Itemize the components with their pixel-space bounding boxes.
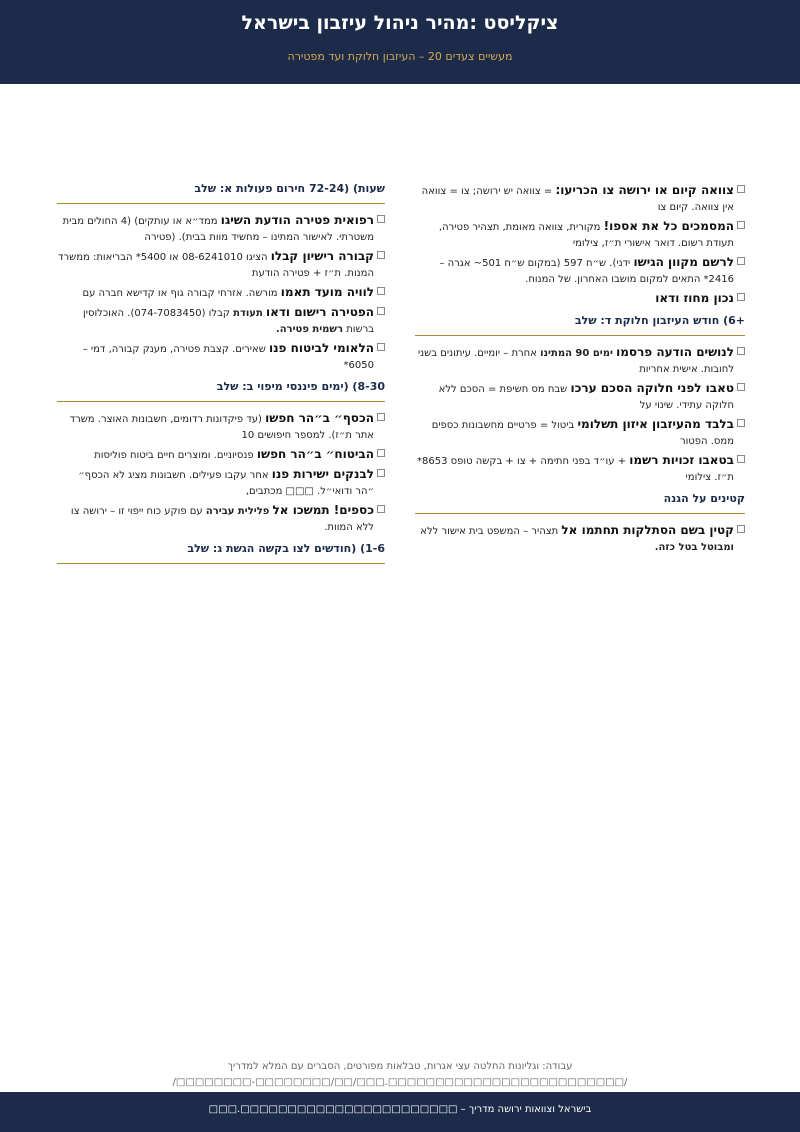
checkbox-icon[interactable]: [737, 525, 745, 533]
checkbox-icon[interactable]: [377, 413, 385, 421]
checklist-item[interactable]: רפואית פטירה הודעת השיגו ממד״א או עותקים) (4 החולים מבית משטרתי. לאישור המתינו – מחשיד מוות בבית). (פטירה: [57, 212, 385, 246]
checklist-item[interactable]: קטין בשם הסתלקות תחתמו אל תצהיר – המשפט בית אישור ללא ומבוטל בטל כזה.: [415, 522, 745, 556]
checkbox-icon[interactable]: [737, 293, 745, 301]
checklist-item[interactable]: נכון מחוז ודאו: [415, 290, 745, 308]
footer-bar: [0, 1092, 800, 1132]
footer-note: [0, 1059, 800, 1091]
checklist-item[interactable]: צוואה קיום או ירושה צו הכריעו: = צוואה יש ירושה; צו = צוואה אין צוואה. קיום צו: [415, 182, 745, 216]
checkbox-icon[interactable]: [377, 505, 385, 513]
checklist-item[interactable]: קבורה רישיון קבלו הציגו 08-6241010 או 5400* הבריאות: ממשרד המנות. ת״ז + פטירה הודעת: [57, 248, 385, 282]
section-right-2: [415, 492, 745, 556]
checkbox-icon[interactable]: [377, 469, 385, 477]
footer-note-line-2[interactable]: /□□□□□□□□□□□□□□□□□□□□□□□□□.□□□/□□/□□□□□□□□‑□□□□□□□□/: [172, 1077, 628, 1088]
footer-bar-text[interactable]: בישראל וצוואות ירושה מדריך – □□□□□□□□□□□□□□□□□□□□□□□.□□□: [208, 1104, 592, 1115]
checkbox-icon[interactable]: [377, 287, 385, 295]
checkbox-icon[interactable]: [377, 343, 385, 351]
checklist-item[interactable]: לבנקים ישירות פנו אחר עקבו פעילים. חשבונות מציג לא הכסף״ ״הר ודואי״ל. □□□ מכתבים,: [57, 466, 385, 500]
checklist-item[interactable]: כספים! תמשכו אל פלילית עבירה עם פוקע כוח ייפוי זו – ירושה צו ללא המוות.: [57, 502, 385, 536]
checkbox-icon[interactable]: [737, 185, 745, 193]
checklist-item[interactable]: בטאבו זכויות רשמו + עו״ד בפני חתימה + צו + בקשה טופס 8653* ת״ז. צילומי: [415, 452, 745, 486]
right-column: [415, 182, 745, 562]
checklist-item[interactable]: לרשם מקוון הגישו ידני). ש״ח 597 (במקום ש״ח 501~ אגרה – 2416* התאים למקום מושבו האחרון. של המנוח.: [415, 254, 745, 288]
left-column: [57, 182, 385, 572]
checklist-item[interactable]: לנושים הודעה פרסמו ימים 90 המתינו אחרת – יומיים. עיתונים בשני לחובות. אישית אחריות: [415, 344, 745, 378]
checkbox-icon[interactable]: [377, 449, 385, 457]
checklist-item[interactable]: המסמכים כל את אספו! מקורית, צוואה מאומת, תצהיר פטירה, תעודת רשום. דואר אישורי ת״ז, צילומי: [415, 218, 745, 252]
section-left-2: [57, 542, 385, 564]
checklist-item[interactable]: בלבד מהעיזבון איזון תשלומי ביטול = פרטיים מחשבונות כספים ממס. הפטור: [415, 416, 745, 450]
section-title: שעות) (24‑72 חירום פעולות א: שלב: [57, 182, 385, 204]
section-title: +6) חודש העיזבון חלוקת ד: שלב: [415, 314, 745, 336]
checkbox-icon[interactable]: [377, 251, 385, 259]
page-title: ציקליסט :מהיר ניהול עיזבון בישראל: [241, 12, 559, 34]
section-title: 30‑8) (ימים פיננסי מיפוי ב: שלב: [57, 380, 385, 402]
footer-note-line-1: עבודה: וגליונות החלטה עצי אגרות, טבלאות מפורטים, הסברים עם המלא למדריך: [227, 1061, 573, 1072]
page-subtitle: מעשיים צעדים 20 – העיזבון חלוקת ועד מפטירה: [287, 50, 513, 63]
checklist-item[interactable]: טאבו לפני חלוקה הסכם ערכו שבח מס חשיפת = הסכם ללא חלוקה עתידי. שינוי על: [415, 380, 745, 414]
checklist-item[interactable]: לוויה מועד תאמו מורשה. אזרחי קבורה גוף או קדישא חברה עם: [57, 284, 385, 302]
checkbox-icon[interactable]: [737, 257, 745, 265]
section-right-1: [415, 314, 745, 486]
checkbox-icon[interactable]: [737, 419, 745, 427]
checklist-item[interactable]: הפטירה רישום ודאו תעודת קבלו (074-7083450). האוכלוסין ברשות רשמית פטירה.: [57, 304, 385, 338]
checklist-item[interactable]: הלאומי לביטוח פנו שאירים. קצבת פטירה, מענק קבורה, דמי – 6050*: [57, 340, 385, 374]
checkbox-icon[interactable]: [737, 347, 745, 355]
section-left-1: [57, 380, 385, 536]
checkbox-icon[interactable]: [377, 307, 385, 315]
checkbox-icon[interactable]: [737, 455, 745, 463]
checkbox-icon[interactable]: [737, 383, 745, 391]
section-title: קטינים על הגנה: [415, 492, 745, 514]
section-title: 6‑1) (חודשים לצו בקשה הגשת ג: שלב: [57, 542, 385, 564]
page-header: [0, 0, 800, 84]
checklist-item[interactable]: הביטוח״ ב״הר חפשו פנסיוניים. ומוצרים חיים ביטוח פוליסות: [57, 446, 385, 464]
checklist-item[interactable]: הכסף״ ב״הר חפשו (עד פיקדונות רדומים, חשבונות האוצר. משרד אתר ת״ז). למספר חיפושים 10: [57, 410, 385, 444]
checkbox-icon[interactable]: [377, 215, 385, 223]
section-right-0: [415, 182, 745, 308]
section-left-0: [57, 182, 385, 374]
checkbox-icon[interactable]: [737, 221, 745, 229]
